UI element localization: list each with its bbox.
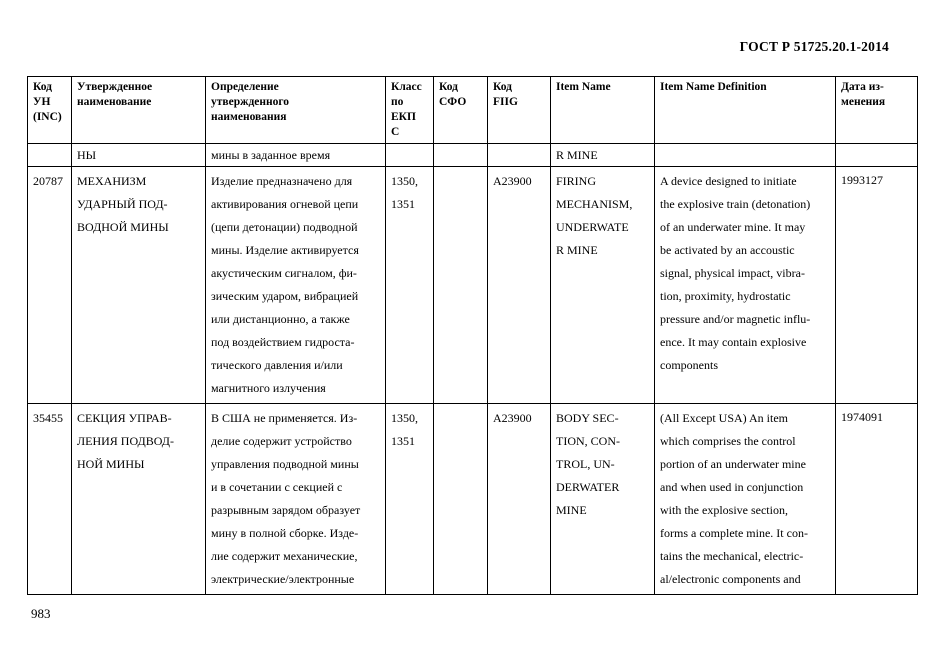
- cell-line: pressure and/or magnetic influ-: [660, 312, 811, 326]
- cell-fiig-code: [488, 167, 551, 404]
- cell-line: электрические/электронные: [211, 572, 355, 586]
- change-date-value: 1993127: [841, 173, 883, 187]
- cont-cell-change-date: [836, 144, 918, 167]
- header-line: наименования: [211, 111, 287, 123]
- cell-line: лие содержит механические,: [211, 549, 358, 563]
- cell-line: TROL, UN-: [556, 457, 615, 471]
- continuation-row: [28, 144, 918, 167]
- header-line: Код: [439, 81, 459, 93]
- cell-fiig-code: [488, 404, 551, 595]
- cell-line: TION, CON-: [556, 434, 620, 448]
- cell-approved-name: [72, 404, 206, 595]
- table-body: [28, 144, 918, 595]
- cell-inc-code: [28, 167, 72, 404]
- cell-line: BODY SEC-: [556, 411, 619, 425]
- cell-line: which comprises the control: [660, 434, 796, 448]
- cell-definition: [206, 404, 386, 595]
- cell-class: [386, 404, 434, 595]
- header-line: по: [391, 96, 404, 108]
- cell-line: магнитного излучения: [211, 381, 326, 395]
- header-line: СФО: [439, 96, 467, 108]
- cell-line: акустическим сигналом, фи-: [211, 266, 357, 280]
- cell-line: или дистанционно, а также: [211, 312, 350, 326]
- header-definition: [206, 77, 386, 144]
- table-header-row: [28, 77, 918, 144]
- cell-line: активирования огневой цепи: [211, 197, 359, 211]
- header-line: ЕКП: [391, 111, 416, 123]
- cell-sfo-code: [434, 167, 488, 404]
- header-item-name: [551, 77, 655, 144]
- cell-line: the explosive train (detonation): [660, 197, 811, 211]
- cell-line: 20787: [33, 174, 63, 188]
- header-item-name-definition: [655, 77, 836, 144]
- cell-line: управления подводной мины: [211, 457, 359, 471]
- cell-line: with the explosive section,: [660, 503, 788, 517]
- cont-cell-class: [386, 144, 434, 167]
- cell-line: В США не применяется. Из-: [211, 411, 358, 425]
- cell-line: зическим ударом, вибрацией: [211, 289, 359, 303]
- cell-line: signal, physical impact, vibra-: [660, 266, 805, 280]
- header-line: менения: [841, 96, 886, 108]
- cont-cell-sfo-code: [434, 144, 488, 167]
- cell-line: УДАРНЫЙ ПОД-: [77, 197, 168, 211]
- header-inc-code: [28, 77, 72, 144]
- header-line: Утвержденное: [77, 81, 153, 93]
- cell-item-name: [551, 167, 655, 404]
- header-line: Код: [493, 81, 513, 93]
- cell-approved-name: [72, 167, 206, 404]
- header-line: FIIG: [493, 96, 518, 108]
- cell-line: 1350,: [391, 174, 418, 188]
- cell-line: НОЙ МИНЫ: [77, 457, 145, 471]
- cell-line: components: [660, 358, 718, 372]
- cont-cell-inc-code: [28, 144, 72, 167]
- cell-line: ЛЕНИЯ ПОДВОД-: [77, 434, 174, 448]
- data-table: [27, 76, 918, 595]
- cont-cell-item-name: R MINE: [551, 144, 655, 167]
- cell-line: UNDERWATE: [556, 220, 629, 234]
- cell-line: Изделие предназначено для: [211, 174, 353, 188]
- cell-line: 1351: [391, 434, 415, 448]
- cell-item-name: [551, 404, 655, 595]
- header-line: утвержденного: [211, 96, 290, 108]
- cell-line: DERWATER: [556, 480, 620, 494]
- cell-line: ВОДНОЙ МИНЫ: [77, 220, 169, 234]
- cell-sfo-code: [434, 404, 488, 595]
- header-line: Определение: [211, 81, 279, 93]
- cell-line: СЕКЦИЯ УПРАВ-: [77, 411, 172, 425]
- cell-change-date: [836, 404, 918, 595]
- cell-line: A device designed to initiate: [660, 174, 797, 188]
- cell-line: be activated by an accoustic: [660, 243, 795, 257]
- cell-line: FIRING: [556, 174, 597, 188]
- cell-inc-code: [28, 404, 72, 595]
- header-class: [386, 77, 434, 144]
- cell-line: A23900: [493, 174, 532, 188]
- cell-line: forms a complete mine. It con-: [660, 526, 808, 540]
- page-number: 983: [31, 606, 51, 621]
- header-line: УН: [33, 96, 51, 108]
- cont-cell-item-name-definition: [655, 144, 836, 167]
- header-line: Дата из-: [841, 81, 884, 93]
- cell-item-name-definition: [655, 404, 836, 595]
- header-line: (INC): [33, 111, 62, 123]
- header-line: С: [391, 126, 400, 138]
- cell-definition: [206, 167, 386, 404]
- cell-line: al/electronic components and: [660, 572, 801, 586]
- document-id: ГОСТ Р 51725.20.1-2014: [739, 39, 889, 54]
- cell-line: мину в полной сборке. Изде-: [211, 526, 359, 540]
- table-row: [28, 167, 918, 404]
- cell-change-date: [836, 167, 918, 404]
- cell-line: of an underwater mine. It may: [660, 220, 806, 234]
- header-sfo-code: [434, 77, 488, 144]
- cell-line: 1350,: [391, 411, 418, 425]
- header-line: наименование: [77, 96, 152, 108]
- cell-line: делие содержит устройство: [211, 434, 352, 448]
- header-line: Класс: [391, 81, 422, 93]
- header-line: Item Name: [556, 81, 611, 93]
- cell-item-name-definition: [655, 167, 836, 404]
- table-row: [28, 404, 918, 595]
- cell-class: [386, 167, 434, 404]
- cell-line: 35455: [33, 411, 63, 425]
- cell-line: МЕХАНИЗМ: [77, 174, 147, 188]
- header-line: Item Name Definition: [660, 81, 767, 93]
- cell-line: tion, proximity, hydrostatic: [660, 289, 791, 303]
- cont-cell-definition: мины в заданное время: [206, 144, 386, 167]
- header-line: Код: [33, 81, 53, 93]
- cell-line: (цепи детонации) подводной: [211, 220, 358, 234]
- change-date-value: 1974091: [841, 410, 883, 424]
- header-change-date: [836, 77, 918, 144]
- cell-line: portion of an underwater mine: [660, 457, 806, 471]
- cont-cell-approved-name: НЫ: [72, 144, 206, 167]
- cell-line: разрывным зарядом образует: [211, 503, 361, 517]
- cell-line: под воздействием гидроста-: [211, 335, 355, 349]
- cont-cell-fiig-code: [488, 144, 551, 167]
- header-fiig-code: [488, 77, 551, 144]
- cell-line: and when used in conjunction: [660, 480, 804, 494]
- cell-line: MINE: [556, 503, 587, 517]
- cell-line: MECHANISM,: [556, 197, 633, 211]
- cell-line: ence. It may contain explosive: [660, 335, 807, 349]
- cell-line: мины. Изделие активируется: [211, 243, 359, 257]
- cell-line: и в сочетании с секцией с: [211, 480, 343, 494]
- header-approved-name: [72, 77, 206, 144]
- cell-line: 1351: [391, 197, 415, 211]
- cell-line: tains the mechanical, electric-: [660, 549, 804, 563]
- cell-line: R MINE: [556, 243, 598, 257]
- cell-line: A23900: [493, 411, 532, 425]
- cell-line: тического давления и/или: [211, 358, 343, 372]
- cell-line: (All Except USA) An item: [660, 411, 788, 425]
